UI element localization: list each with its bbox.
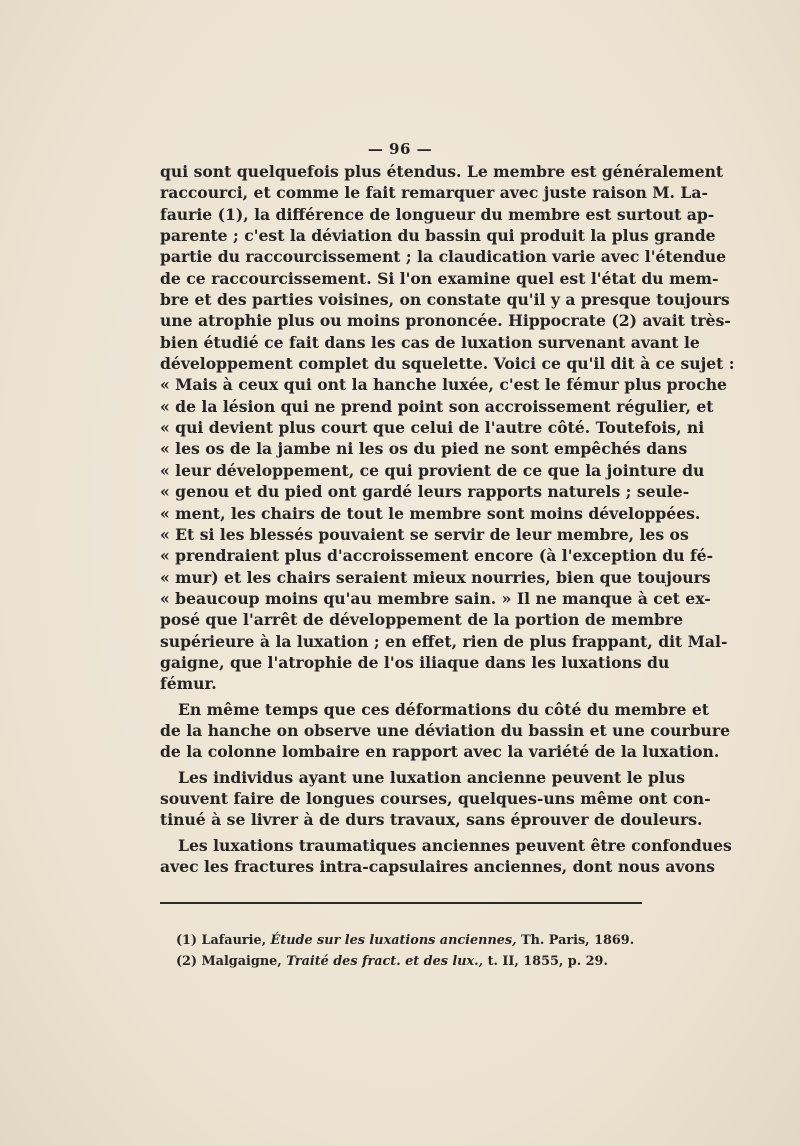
footnote-2 [176,951,636,972]
footnote-title: Traité des fract. et des lux., [286,954,484,969]
paragraph [160,161,735,695]
text-line: qui sont quelquefois plus étendus. Le membre est généralement [160,162,724,181]
text-line: bre et des parties voisines, on constate qu'il y a presque toujours [160,290,730,310]
text-line: « les os de la jambe ni les os du pied ne sont empêchés dans [160,439,688,459]
text-line: développement complet du squelette. Voici ce qu'il dit à ce sujet : [160,354,735,374]
text-line: Les individus ayant une luxation ancienne peuvent le plus [178,767,685,787]
footnotes [176,930,636,972]
footnote-title: Étude sur les luxations anciennes, [270,933,517,948]
footnote-marker: (2) [176,954,198,969]
text-line: gaigne, que l'atrophie de l'os iliaque dans les luxations du [160,652,670,672]
text-line: fémur. [160,674,217,694]
text-line: « qui devient plus court que celui de l'autre côté. Toutefois, ni [160,418,705,438]
text-line: posé que l'arrêt de développement de la portion de membre [160,610,684,630]
footnote-author: Lafaurie, [201,933,267,948]
text-line: « Et si les blessés pouvaient se servir de leur membre, les os [160,524,689,544]
page-number: — 96 — [367,140,433,158]
text-line: « prendraient plus d'accroissement encore (à l'exception du fé- [160,546,714,566]
text-line: « leur développement, ce qui provient de ce que la jointure du [160,460,705,480]
footnote-details: t. II, 1855, p. 29. [487,954,608,969]
paragraph [160,767,711,831]
text-line: « de la lésion qui ne prend point son accroissement régulier, et [160,396,714,416]
text-line: de ce raccourcissement. Si l'on examine quel est l'état du mem- [160,268,719,288]
text-line: parente ; c'est la déviation du bassin qui produit la plus grande [160,226,716,246]
text-line: raccourci, et comme le fait remarquer avec juste raison M. La- [160,183,708,203]
text-line: « mur) et les chairs seraient mieux nourries, bien que toujours [160,567,711,587]
text-line: Les luxations traumatiques anciennes peuvent être confondues [178,835,732,855]
footnote-1 [176,930,636,951]
text-line: « genou et du pied ont gardé leurs rapports naturels ; seule- [160,482,690,502]
text-line: « beaucoup moins qu'au membre sain. » Il ne manque à cet ex- [160,588,711,608]
text-line: bien étudié ce fait dans les cas de luxation survenant avant le [160,332,700,352]
paragraph [160,835,732,878]
text-line: une atrophie plus ou moins prononcée. Hippocrate (2) avait très- [160,311,731,331]
text-line: souvent faire de longues courses, quelques-uns même ont con- [160,788,711,808]
text-line: supérieure à la luxation ; en effet, rien de plus frappant, dit Mal- [160,631,728,651]
footnote-rule [160,902,642,904]
text-line: En même temps que ces déformations du côté du membre et [178,699,710,719]
text-line: avec les fractures intra-capsulaires anciennes, dont nous avons [160,857,715,876]
text-line: tinué à se livrer à de durs travaux, sans éprouver de douleurs. [160,810,703,830]
footnote-author: Malgaigne, [201,954,282,969]
footnote-details: Th. Paris, 1869. [521,933,635,948]
footnote-marker: (1) [176,933,198,948]
body-text [160,161,735,877]
paragraph [160,699,731,763]
text-line: « Mais à ceux qui ont la hanche luxée, c'est le fémur plus proche [160,375,727,395]
text-line: « ment, les chairs de tout le membre sont moins développées. [160,503,701,523]
text-line: de la colonne lombaire en rapport avec la variété de la luxation. [160,742,720,762]
text-line: partie du raccourcissement ; la claudication varie avec l'étendue [160,247,727,267]
text-line: de la hanche on observe une déviation du bassin et une courbure [160,720,731,740]
text-line: faurie (1), la différence de longueur du membre est surtout ap- [160,204,715,224]
